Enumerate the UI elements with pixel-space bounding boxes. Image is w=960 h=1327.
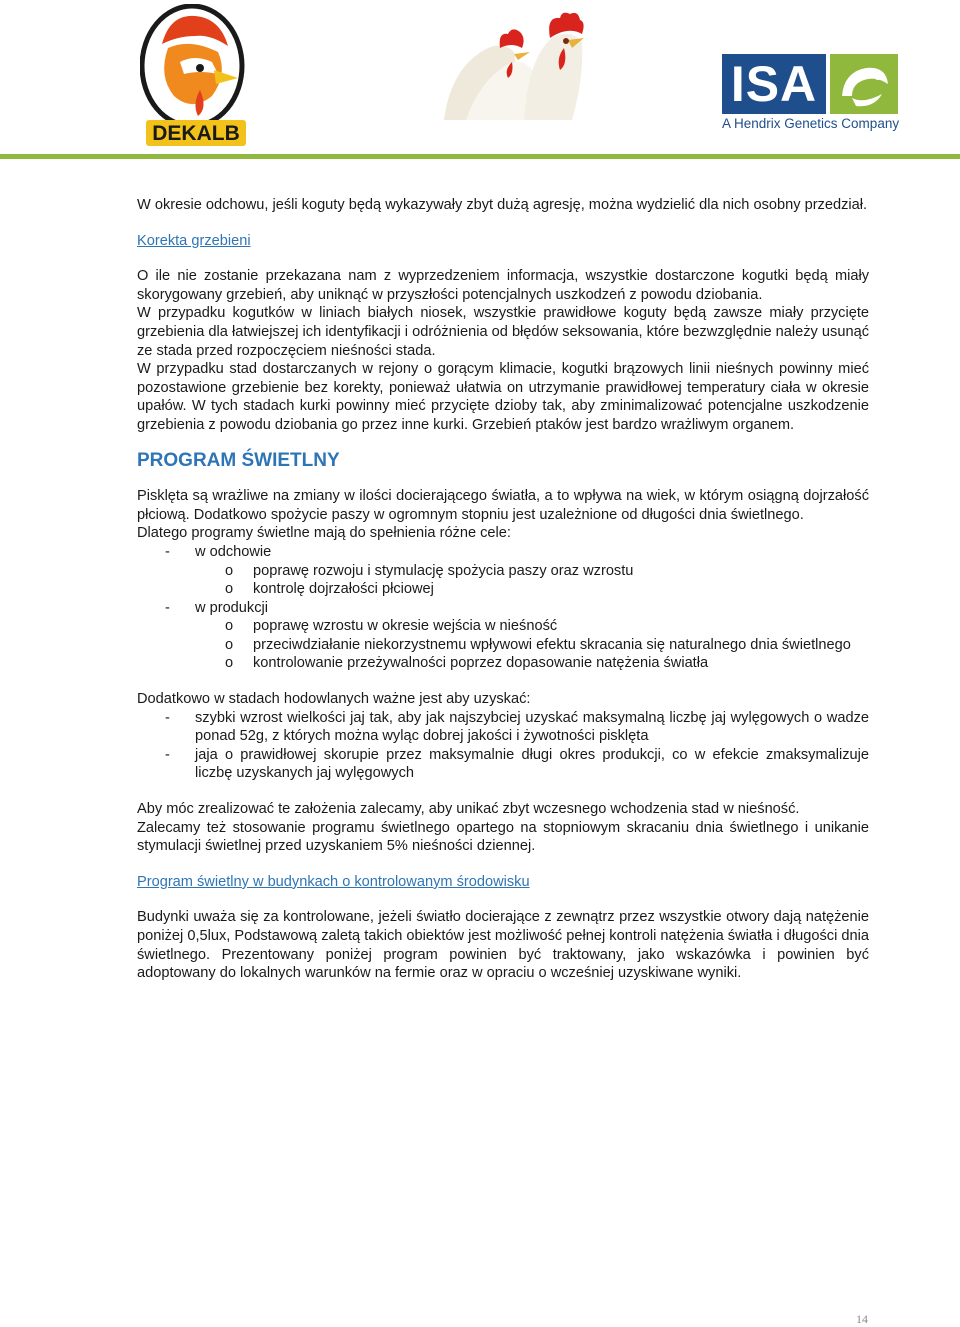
list-item (137, 562, 869, 581)
list-item (137, 543, 869, 562)
list-item-text: kontrolowanie przeżywalności poprzez dopasowanie natężenia światła (253, 655, 709, 672)
list-item-text: jaja o prawidłowej skorupie przez maksymalnie długi okres produkcji, co w efekcie zmaksymalizuje liczbę uzyskanych jaj wylęgowych (195, 746, 869, 782)
dash-bullet: - (165, 543, 170, 560)
circle-bullet: o (225, 581, 234, 598)
list-item-text: kontrolę dojrzałości płciowej (253, 581, 434, 598)
circle-bullet: o (225, 655, 234, 672)
paragraph: Budynki uważa się za kontrolowane, jeżeli światło docierające z zewnątrz przez wszystkie otwory dają natężenie poniżej 0,5lux, Podstawową zaletą takich obiektów jest możliwość pełnej kontroli natężenia światła i długości dnia świetlnego. Prezentowany poniżej program powinien być traktowany, jako wskazówka i powinien być adoptowany do lokalnych warunków na fermie oraz w opraciu o wcześniej uzyskiwane wyniki. (137, 909, 869, 982)
paragraph: O ile nie zostanie przekazana nam z wyprzedzeniem informacja, wszystkie dostarczone kogutki będą miały skorygowany grzebień, aby uniknąć w przyszłości potencjalnych uszkodzeń z powodu dziobania. (137, 268, 869, 303)
isa-logo-text: ISA (722, 54, 826, 114)
hens-illustration (444, 8, 620, 120)
list-item (137, 654, 869, 673)
list-item-text: poprawę rozwoju i stymulację spożycia paszy oraz wzrostu (253, 562, 634, 579)
section-heading: PROGRAM ŚWIETLNY (137, 449, 340, 471)
isa-bird-mark (830, 54, 898, 114)
paragraph: Zalecamy też stosowanie programu świetlnego opartego na stopniowym skracaniu dnia świetlnego i unikanie stymulacji świetlnej przed uzyskaniem 5% nieśności dziennej. (137, 819, 869, 855)
section-link[interactable]: Korekta grzebieni (137, 232, 251, 249)
document-body (137, 196, 869, 983)
list-item-text: w produkcji (195, 599, 268, 616)
dekalb-logo (140, 4, 250, 149)
list-item (137, 580, 869, 599)
section-link[interactable]: Program świetlny w budynkach o kontrolowanym środowisku (137, 873, 530, 890)
header-divider (0, 154, 960, 159)
list-item-text: poprawę wzrostu w okresie wejścia w nieśność (253, 618, 558, 635)
dekalb-logo-text: DEKALB (152, 122, 240, 145)
paragraph: Aby móc zrealizować te założenia zalecamy, aby unikać zbyt wczesnego wchodzenia stad w nieśność. (137, 801, 800, 818)
list-item (137, 636, 869, 655)
list-item-text: w odchowie (195, 543, 272, 560)
page-number: 14 (856, 1312, 868, 1326)
circle-bullet: o (225, 618, 234, 635)
dash-bullet: - (165, 746, 170, 763)
paragraph: W przypadku kogutków w liniach białych niosek, wszystkie prawidłowe koguty będą zawsze miały przycięte grzebienia dla łatwiejszej ich identyfikacji i odróżnienia od błędów seksowania, które bezwzględnie należy usunąć ze stada przed rozpoczęciem nieśności stada. (137, 305, 869, 359)
paragraph: W okresie odchowu, jeśli koguty będą wykazywały zbyt dużą agresję, można wydzielić dla nich osobny przedział. (137, 197, 868, 213)
page-header (0, 0, 960, 162)
list-item (137, 599, 869, 618)
list-item (137, 617, 869, 636)
paragraph: Dlatego programy świetlne mają do spełnienia różne cele: (137, 525, 511, 542)
list-item-text: przeciwdziałanie niekorzystnemu wpływowi efektu skracania się naturalnego dnia świetlnego (253, 636, 851, 653)
list-item (137, 746, 869, 783)
paragraph: Dodatkowo w stadach hodowlanych ważne jest aby uzyskać: (137, 691, 531, 708)
list-item-text: szybki wzrost wielkości jaj tak, aby jak najszybciej uzyskać maksymalną liczbę jaj wylęgowych o wadze ponad 52g, z których można wyląc dobrej jakości i żywotności pisklęta (195, 709, 869, 745)
list-item (137, 709, 869, 746)
isa-tagline: A Hendrix Genetics Company (722, 116, 900, 131)
dash-bullet: - (165, 709, 170, 726)
isa-logo (722, 54, 900, 136)
circle-bullet: o (225, 636, 234, 653)
dash-bullet: - (165, 599, 170, 616)
circle-bullet: o (225, 562, 234, 579)
paragraph: Pisklęta są wrażliwe na zmiany w ilości docierającego światła, a to wpływa na wiek, w którym osiągną dojrzałość płciową. Dodatkowo spożycie paszy w ogromnym stopniu jest uzależnione od długości dnia świetlnego. (137, 488, 869, 523)
paragraph: W przypadku stad dostarczanych w rejony o gorącym klimacie, kogutki brązowych linii nieśnych powinny mieć pozostawione grzebienie bez korekty, ponieważ ułatwia on utrzymanie prawidłowej temperatury ciała w okresie upałów. W tych stadach kurki powinny mieć przycięte dzioby tak, aby zminimalizować potencjalne uszkodzenie grzebienia z powodu dziobania go przez inne kurki. Grzebień ptaków jest bardzo wrażliwym organem. (137, 361, 869, 433)
